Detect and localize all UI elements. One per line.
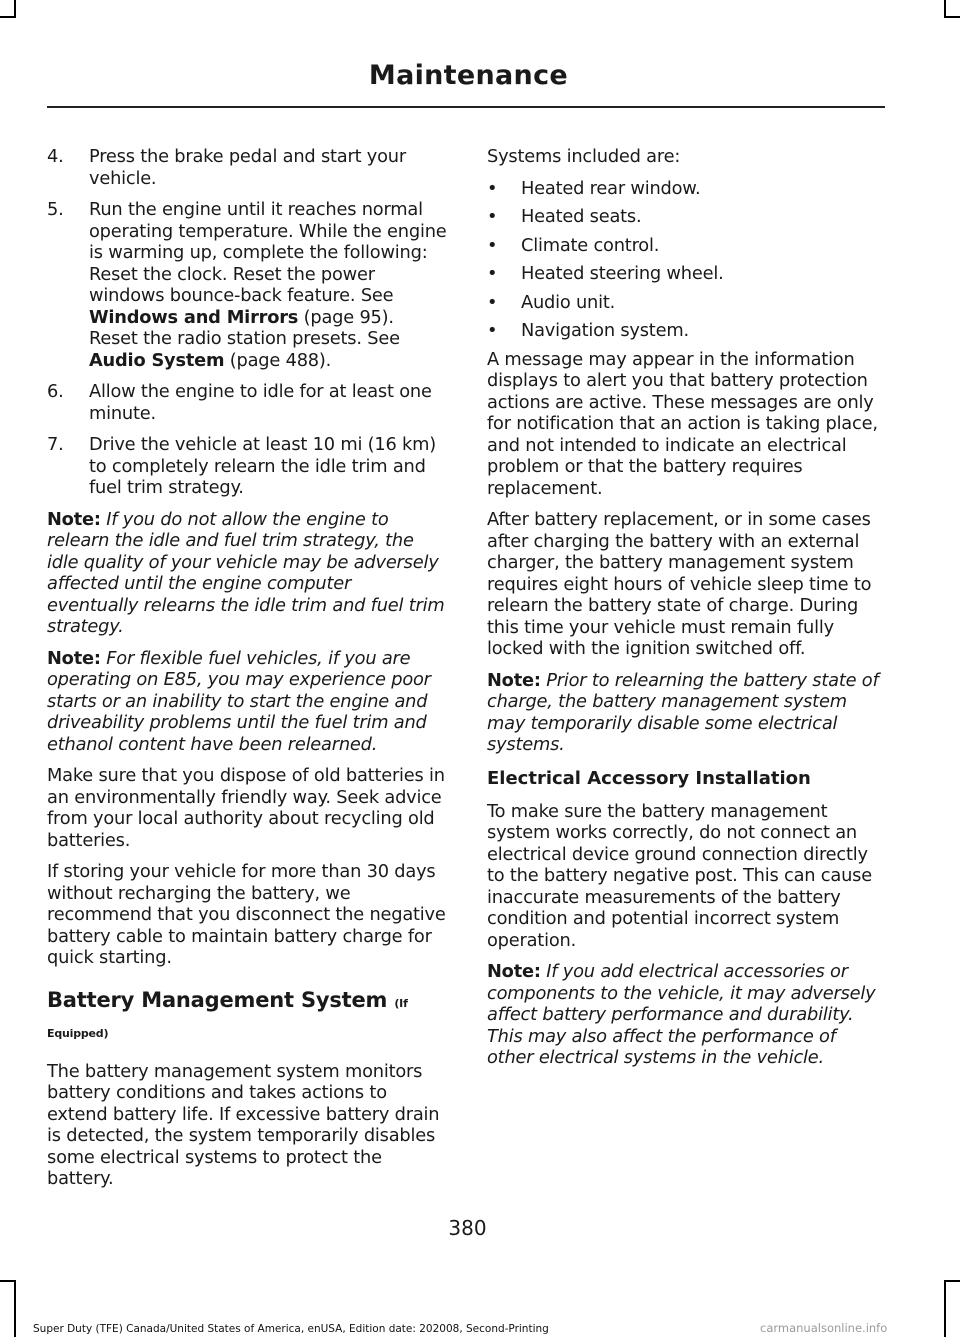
- bullet-icon: •: [487, 263, 498, 284]
- step-5: [47, 199, 447, 371]
- paragraph-message: A message may appear in the information displays to alert you that battery protection actions are active. These messages are only for notification that an action is taking place, and not intended to indicate an electrical problem or that the battery requires replacement.: [487, 348, 878, 499]
- step-text: Allow the engine to idle for at least one minute.: [89, 381, 432, 424]
- step-text: [89, 199, 447, 371]
- crop-mark-bl-h: [0, 1280, 16, 1282]
- note-label: Note:: [47, 647, 101, 669]
- note-text: Prior to relearning the battery state of charge, the battery management system may temporarily disable some electrical systems.: [487, 669, 879, 755]
- paragraph-replacement: After battery replacement, or in some cases after charging the battery with an external charger, the battery management system requires eight hours of vehicle sleep time to relearn the battery state of charge. During this time your vehicle must remain fully locked with the ignition switched off.: [487, 509, 872, 659]
- crop-mark-bl: [14, 1280, 16, 1337]
- paragraph-storing: If storing your vehicle for more than 30 days without recharging the battery, we recommend that you disconnect the negative battery cable to maintain battery charge for quick starting.: [47, 861, 446, 968]
- list-item-text: Heated rear window.: [521, 177, 701, 199]
- note-text: If you add electrical accessories or components to the vehicle, it may adversely affect battery performance and durability. This may also affect the performance of other electrical systems in the vehicle.: [487, 961, 876, 1068]
- note-text: For flexible fuel vehicles, if you are operating on E85, you may experience poor starts or an inability to start the engine and driveability problems until the fuel trim and ethanol content have been relearned.: [47, 647, 431, 755]
- list-item-text: Climate control.: [521, 234, 660, 256]
- heading-text: Battery Management System: [47, 987, 388, 1012]
- bullet-icon: •: [487, 177, 498, 199]
- crop-mark-br: [944, 1280, 946, 1337]
- note-relearn: [47, 509, 447, 638]
- crop-mark-tr-h: [944, 16, 960, 18]
- step-text-part: (page 488).: [224, 349, 332, 371]
- note-label: Note:: [47, 508, 101, 530]
- step-text-part: Run the engine until it reaches normal operating temperature. While the engine is warming up, complete the following: Reset the clock. Reset the power windows bounce-back feature. See: [89, 199, 447, 306]
- note-e85: [47, 648, 447, 756]
- step-4: [47, 146, 447, 189]
- crop-mark-br-h: [944, 1280, 960, 1282]
- edition-footer: Super Duty (TFE) Canada/United States of America, enUSA, Edition date: 202008, Second-Printing: [33, 1323, 549, 1335]
- bullet-icon: •: [487, 206, 498, 227]
- list-item-text: Audio unit.: [521, 291, 616, 313]
- step-number: 6.: [47, 381, 64, 402]
- step-number: 7.: [47, 434, 64, 455]
- step-number: 4.: [47, 146, 64, 167]
- list-item-text: Heated seats.: [521, 206, 642, 227]
- paragraph-accessory: To make sure the battery management system works correctly, do not connect an electrical device ground connection directly to the battery negative post. This can cause inaccurate measurements of the battery condition and potential incorrect system operation.: [487, 800, 872, 951]
- systems-intro: Systems included are:: [487, 146, 681, 167]
- bullet-icon: •: [487, 291, 498, 313]
- list-item: [487, 206, 887, 228]
- step-text: Press the brake pedal and start your vehicle.: [89, 146, 406, 189]
- list-item: [487, 320, 887, 342]
- audio-system-link[interactable]: Audio System: [89, 349, 225, 371]
- note-label: Note:: [487, 961, 541, 982]
- list-item: [487, 292, 887, 314]
- step-text: Drive the vehicle at least 10 mi (16 km) to completely relearn the idle trim and fuel trim strategy.: [89, 434, 437, 498]
- heading-qualifier: (If Equipped): [47, 996, 408, 1040]
- list-item: [487, 178, 887, 200]
- note-text: If you do not allow the engine to relearn the idle and fuel trim strategy, the idle quality of your vehicle may be adversely affected until the engine computer eventually relearns the idle trim and fuel trim strategy.: [47, 508, 445, 637]
- list-item-text: Navigation system.: [521, 320, 689, 341]
- step-number: 5.: [47, 199, 64, 220]
- right-column: [487, 146, 887, 1079]
- systems-list: [487, 178, 887, 342]
- header-divider: [47, 106, 885, 108]
- bullet-icon: •: [487, 320, 498, 341]
- note-label: Note:: [487, 669, 541, 691]
- step-6: [47, 381, 447, 424]
- step-7: [47, 434, 447, 499]
- step-text-part: (page 95). Reset the radio station presets. See: [89, 306, 400, 349]
- list-item-text: Heated steering wheel.: [521, 263, 724, 284]
- page-number: 380: [448, 1216, 487, 1240]
- section-heading-battery-management: [47, 987, 447, 1047]
- page-title: Maintenance: [368, 60, 568, 91]
- list-item: [487, 235, 887, 257]
- left-column: [47, 146, 447, 1200]
- note-relearning: [487, 670, 887, 756]
- list-item: [487, 263, 887, 285]
- section-heading-accessory-installation: Electrical Accessory Installation: [487, 767, 811, 789]
- crop-mark-tl-h: [0, 16, 16, 18]
- paragraph-bms: The battery management system monitors battery conditions and takes actions to extend battery life. If excessive battery drain is detected, the system temporarily disables some electrical systems to protect the battery.: [47, 1060, 440, 1189]
- bullet-icon: •: [487, 234, 498, 256]
- watermark: carmanualsonline.info: [760, 1321, 888, 1335]
- note-accessories: [487, 961, 887, 1069]
- paragraph-dispose: Make sure that you dispose of old batteries in an environmentally friendly way. Seek advice from your local authority about recycling old batteries.: [47, 765, 445, 851]
- windows-and-mirrors-link[interactable]: Windows and Mirrors: [89, 306, 299, 328]
